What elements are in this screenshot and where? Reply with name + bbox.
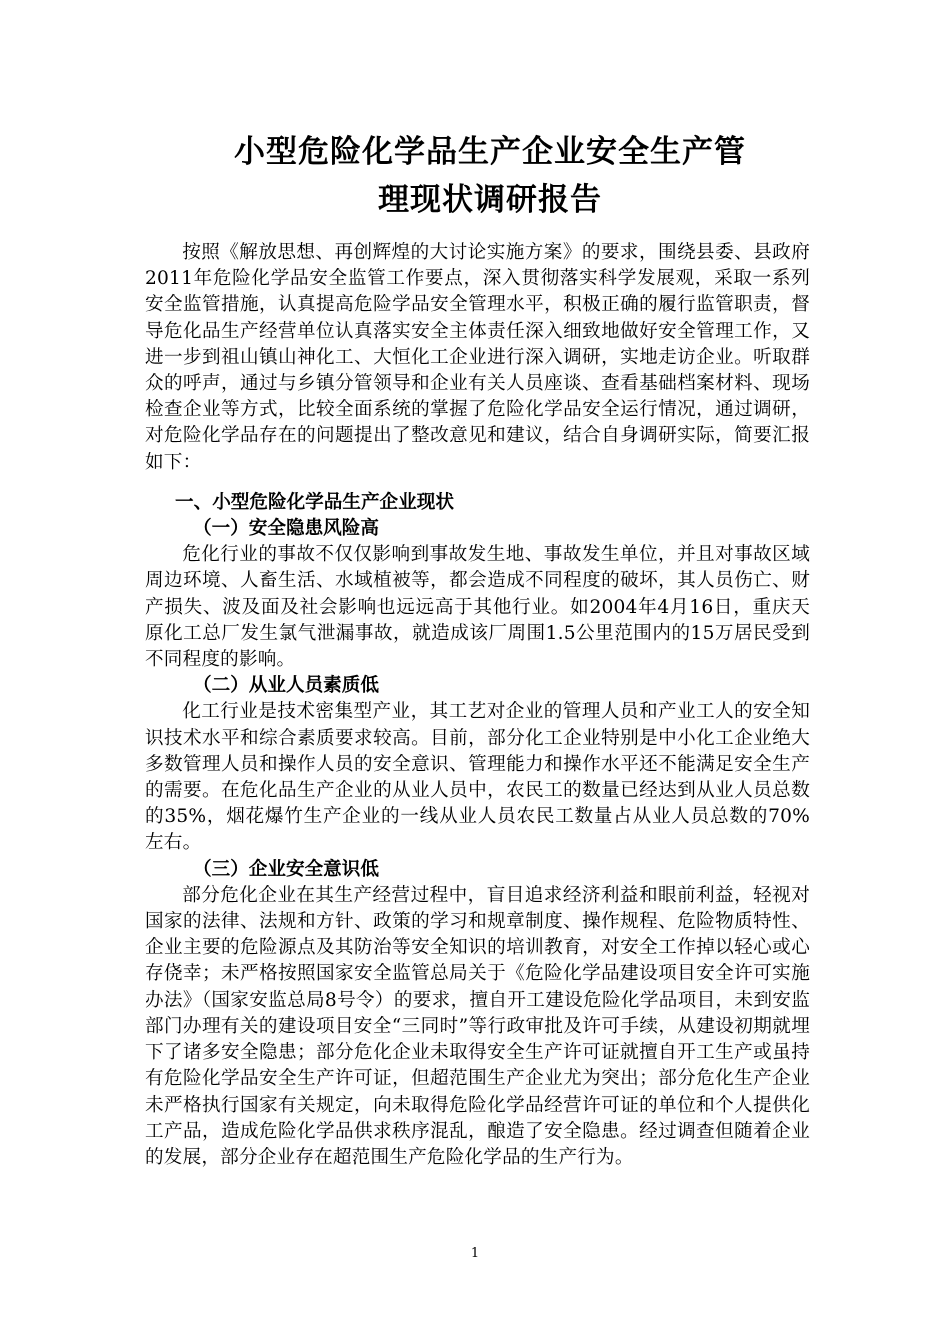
- page-number: 1: [470, 1246, 480, 1261]
- subsection-heading-2: （二）从业人员素质低: [193, 675, 379, 697]
- document-title-line2: 理现状调研报告: [378, 182, 602, 218]
- subsection-heading-1: （一）安全隐患风险高: [193, 518, 379, 540]
- document-title-line1: 小型危险化学品生产企业安全生产管: [234, 134, 746, 170]
- subsection-heading-3: （三）企业安全意识低: [193, 858, 379, 880]
- intro-paragraph: 按照《解放思想、再创辉煌的大讨论实施方案》的要求，围绕县委、县政府2011年危险化学品安全监管工作要点，深入贯彻落实科学发展观，采取一系列安全监管措施，认真提高危险学品安全管理水平，积极正确的履行监管职责，督导危化品生产经营单位认真落实安全主体责任深入细致地做好安全管理工作，又进一步到祖山镇山神化工、大恒化工企业进行深入调研，实地走访企业。听取群众的呼声，通过与乡镇分管领导和企业有关人员座谈、查看基础档案材料、现场检查企业等方式，比较全面系统的掌握了危险化学品安全运行情况，通过调研，对危险化学品存在的问题提出了整改意见和建议，结合自身调研实际，简要汇报如下：: [145, 242, 810, 473]
- subsection-paragraph-1: 危化行业的事故不仅仅影响到事故发生地、事故发生单位，并且对事故区域周边环境、人畜生活、水域植被等，都会造成不同程度的破坏，其人员伤亡、财产损失、波及面及社会影响也远远高于其他行业。如2004年4月16日，重庆天原化工总厂发生氯气泄漏事故，就造成该厂周围1.5公里范围内的15万居民受到不同程度的影响。: [145, 544, 810, 671]
- document-body: [145, 240, 810, 1171]
- section-heading: 一、小型危险化学品生产企业现状: [175, 491, 454, 513]
- subsection-paragraph-3: 部分危化企业在其生产经营过程中，盲目追求经济利益和眼前利益，轻视对国家的法律、法规和方针、政策的学习和规章制度、操作规程、危险物质特性、企业主要的危险源点及其防治等安全知识的培训教育，对安全工作掉以轻心或心存侥幸；未严格按照国家安全监管总局关于《危险化学品建设项目安全许可实施办法》（国家安监总局8号令）的要求，擅自开工建设危险化学品项目，未到安监部门办理有关的建设项目安全“三同时”等行政审批及许可手续，从建设初期就埋下了诸多安全隐患；部分危化企业未取得安全生产许可证就擅自开工生产或虽持有危险化学品安全生产许可证，但超范围生产企业尤为突出；部分危化生产企业未严格执行国家有关规定，向未取得危险化学品经营许可证的单位和个人提供化工产品，造成危险化学品供求秩序混乱，酿造了安全隐患。经过调查但随着企业的发展，部分企业存在超范围生产危险化学品的生产行为。: [145, 884, 810, 1168]
- subsection-paragraph-2: 化工行业是技术密集型产业，其工艺对企业的管理人员和产业工人的安全知识技术水平和综合素质要求较高。目前，部分化工企业特别是中小化工企业绝大多数管理人员和操作人员的安全意识、管理能力和操作水平还不能满足安全生产的需要。在危化品生产企业的从业人员中，农民工的数量已经达到从业人员总数的35%，烟花爆竹生产企业的一线从业人员农民工数量占从业人员总数的70%左右。: [145, 701, 810, 854]
